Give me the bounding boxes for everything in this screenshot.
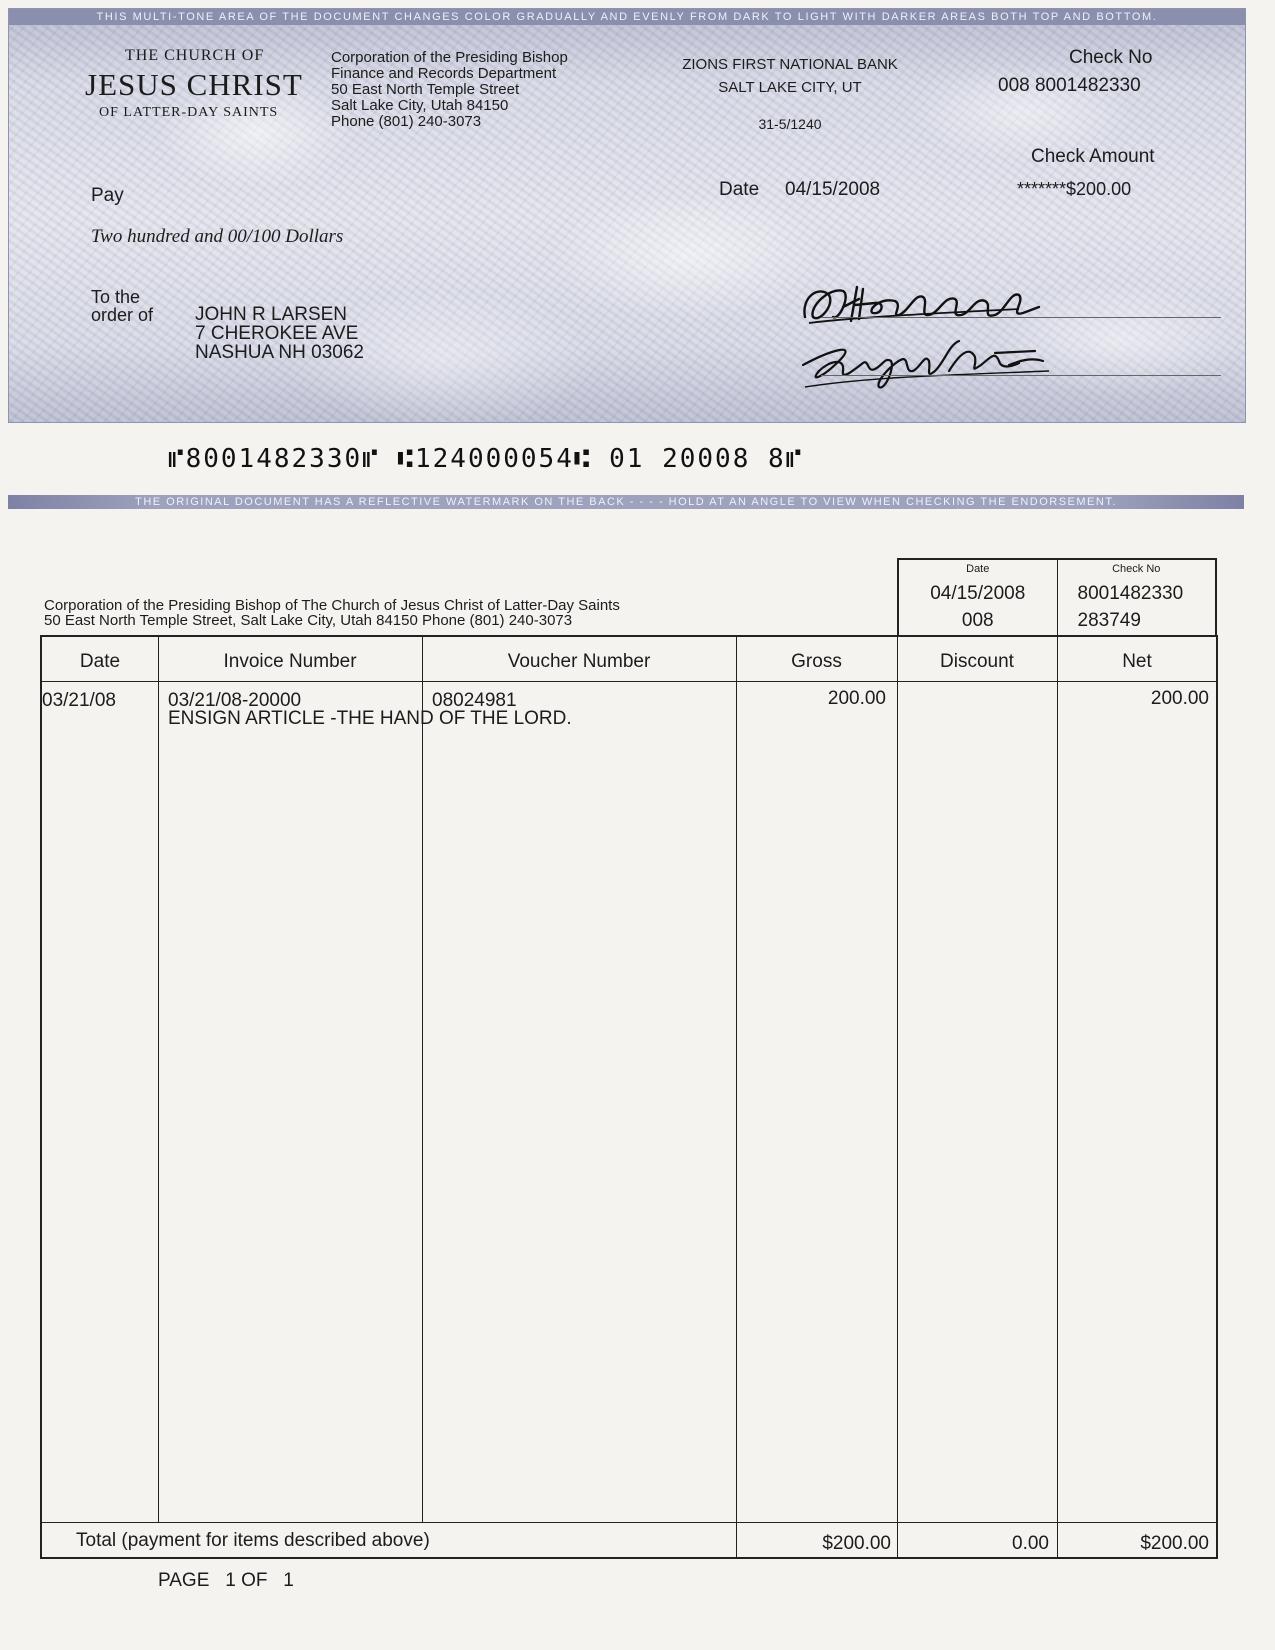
payer-line: 50 East North Temple Street [331,81,520,98]
check-number-label: Check No [1069,47,1153,68]
column-divider [897,637,898,1559]
stub-check-no-value [1058,580,1216,634]
row-net: 200.00 [1150,688,1209,709]
stub-date-label: Date [966,563,990,575]
pay-label: Pay [91,185,124,206]
church-logo-line1: THE CHURCH OF [125,47,265,64]
church-logo-line3: OF LATTER-DAY SAINTS [99,105,279,120]
order-label-line: order of [91,305,154,325]
signature-2-image [799,331,1059,397]
row-invoice: 03/21/08-20000 [168,690,302,711]
bank-routing-fraction: 31-5/1240 [758,116,822,132]
signature-line-2 [821,375,1221,376]
column-divider [736,637,737,1559]
column-header-discount: Discount [940,651,1014,672]
payer-line: Finance and Records Department [331,65,557,82]
stub-check-no-label: Check No [1112,563,1161,575]
row-gross: 200.00 [827,688,886,709]
stub-date-cell [899,560,1057,635]
remittance-table [40,635,1218,1559]
payer-line: Corporation of the Presiding Bishop [331,49,568,66]
column-header-gross: Gross [791,651,842,672]
security-band-top: THIS MULTI-TONE AREA OF THE DOCUMENT CHANGES COLOR GRADUALLY AND EVENLY FROM DARK TO LIGHT WITH DARKER AREAS BOTH TOP AND BOTTOM. [9,9,1245,25]
payee-city: NASHUA NH 03062 [195,342,364,363]
column-divider [422,637,423,1522]
stub-payer-line1: Corporation of the Presiding Bishop of The Church of Jesus Christ of Latter-Day Saints [44,597,620,614]
total-gross: $200.00 [822,1533,891,1554]
check-face [8,8,1246,423]
stub-check-no-text: 8001482330 [1077,583,1184,604]
church-logo-line2: JESUS CHRIST [85,67,303,102]
stub-payer [44,598,620,628]
row-description: ENSIGN ARTICLE -THE HAND OF THE LORD. [168,708,572,729]
payee-address [195,305,364,362]
amount-in-words: Two hundred and 00/100 Dollars [91,226,344,247]
check-amount-label: Check Amount [1031,146,1155,167]
column-header-voucher: Voucher Number [507,651,651,672]
security-band-bottom: THE ORIGINAL DOCUMENT HAS A REFLECTIVE WATERMARK ON THE BACK - - - - HOLD AT AN ANGLE TO VIEW WHEN CHECKING THE ENDORSEMENT. [8,495,1244,509]
stub-header-box [897,558,1217,635]
signature-1-image [799,277,1049,337]
stub-date-value [899,580,1057,634]
column-header-date: Date [79,651,121,672]
micr-line: ⑈8001482330⑈ ⑆124000054⑆ 01 20008 8⑈ [168,444,804,474]
payer-line: Salt Lake City, Utah 84150 [331,97,509,114]
row-date: 03/21/08 [42,690,116,711]
column-divider [1057,637,1058,1559]
stub-date-sub: 008 [961,610,994,631]
page-indicator: PAGE 1 OF 1 [158,1570,294,1591]
stub-payer-line2: 50 East North Temple Street, Salt Lake City, Utah 84150 Phone (801) 240-3073 [44,612,573,629]
check-amount-value: *******$200.00 [1017,179,1132,199]
check-date-value: 04/15/2008 [785,179,881,200]
total-net: $200.00 [1140,1533,1209,1554]
stub-date-text: 04/15/2008 [930,583,1026,604]
column-divider [158,637,159,1522]
header-rule [42,681,1216,682]
total-rule [42,1522,1216,1523]
order-label-line: To the [91,287,141,307]
stub-check-no-cell [1057,560,1216,635]
column-header-invoice: Invoice Number [223,651,357,672]
column-header-net: Net [1122,651,1152,672]
row-voucher: 08024981 [432,690,517,711]
bank-name: ZIONS FIRST NATIONAL BANK [682,56,898,73]
stub-check-no-sub: 283749 [1077,610,1141,631]
bank-city: SALT LAKE CITY, UT [718,79,862,96]
payee-street: 7 CHEROKEE AVE [195,323,359,344]
check-number-value: 008 8001482330 [998,75,1141,96]
payer-line: Phone (801) 240-3073 [331,113,482,130]
check-date-label: Date [719,179,760,200]
signature-line-1 [821,317,1221,318]
order-of-label [91,288,153,324]
payer-address [331,50,568,130]
total-discount: 0.00 [1012,1533,1049,1554]
total-label: Total (payment for items described above) [76,1530,430,1551]
payee-name: JOHN R LARSEN [195,304,348,325]
bank-info [661,53,919,136]
